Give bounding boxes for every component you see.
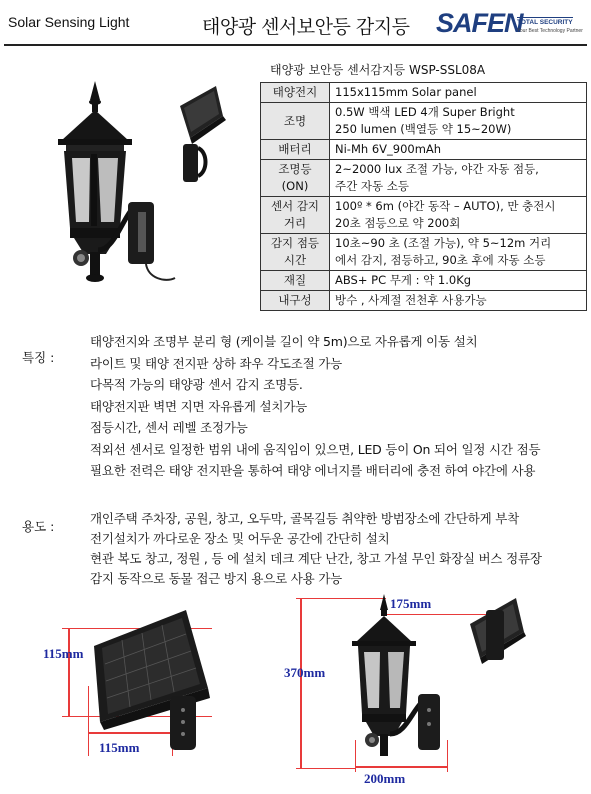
header-product-name: Solar Sensing Light <box>8 14 130 30</box>
spec-value-text: 0.5W 백색 LED 4개 Super Bright <box>335 105 515 119</box>
page-title: 태양광 센서보안등 감지등 <box>202 16 410 38</box>
spec-value <box>330 83 587 103</box>
lamp-height-label: 370mm <box>284 665 326 680</box>
spec-row <box>261 291 587 311</box>
features-line: 필요한 전력은 태양 전지판을 통하여 태양 에너지를 배터리에 충전 하여 야간에 사용 <box>90 463 536 478</box>
solar-panel-photo <box>86 606 226 756</box>
spec-value-text: 250 lumen (백열등 약 15~20W) <box>335 122 512 136</box>
spec-key-text: 조명등 <box>278 162 312 176</box>
spec-value-text: 2~2000 lux 조절 가능, 야간 자동 점등, <box>335 162 539 176</box>
spec-value-text: 방수 , 사계절 전천후 사용가능 <box>335 293 487 307</box>
spec-value-text: 100º * 6m (야간 동작 – AUTO), 만 충전시 <box>335 199 556 213</box>
spec-value <box>330 197 587 234</box>
brand-tagline: TOTAL SECURITY <box>517 19 573 26</box>
spec-value-text: 20초 점등으로 약 200회 <box>335 216 461 230</box>
spec-value <box>330 140 587 160</box>
spec-row <box>261 271 587 291</box>
brand-subtagline: Your Best Technology Partner <box>517 28 583 34</box>
spec-key <box>261 234 330 271</box>
spec-key <box>261 160 330 197</box>
features-label: 특징 : <box>22 350 55 365</box>
spec-key-text: 배터리 <box>278 142 312 156</box>
spec-key <box>261 271 330 291</box>
spec-key-text: 시간 <box>283 253 307 267</box>
spec-key <box>261 197 330 234</box>
spec-key-text: (ON) <box>281 179 309 193</box>
spec-row <box>261 160 587 197</box>
lamp-bottom-guide <box>296 768 356 769</box>
spec-key <box>261 103 330 140</box>
spec-value-text: 115x115mm Solar panel <box>335 85 477 99</box>
spec-row <box>261 103 587 140</box>
usage-line: 감지 동작으로 동물 접근 방지 용으로 사용 가능 <box>90 571 343 586</box>
spec-table-body <box>261 83 587 311</box>
spec-value-text: 주간 자동 소등 <box>335 179 409 193</box>
brand-name: SAFEN <box>436 8 523 38</box>
panel-height-label: 115mm <box>43 646 84 661</box>
lamp-dimension-photo <box>340 590 560 768</box>
spec-key-text: 거리 <box>283 216 307 230</box>
usage-line: 현관 복도 창고, 정원 , 등 에 설치 데크 계단 난간, 창고 가설 무인 화장실 버스 정류장 <box>90 551 542 566</box>
features-line: 적외선 센서로 일정한 범위 내에 움직임이 있으면, LED 등이 On 되어 일정 시간 점등 <box>90 441 541 457</box>
spec-value <box>330 271 587 291</box>
features-line: 태양전지판 벽면 지면 자유롭게 설치가능 <box>90 398 307 414</box>
spec-row <box>261 234 587 271</box>
brand-logo <box>436 6 586 42</box>
lamp-height-guide <box>300 598 302 768</box>
spec-row <box>261 140 587 160</box>
spec-row <box>261 197 587 234</box>
spec-key-text: 조명 <box>283 113 307 128</box>
spec-row <box>261 83 587 103</box>
spec-key <box>261 291 330 311</box>
spec-table <box>260 82 587 311</box>
spec-value <box>330 103 587 140</box>
usage-line: 전기설치가 까다로운 장소 및 어두운 공간에 간단히 설치 <box>90 531 390 546</box>
lamp-width-label: 200mm <box>364 771 406 786</box>
usage-label: 용도 : <box>22 519 55 534</box>
spec-key-text: 감지 점등 <box>270 236 320 250</box>
features-line: 라이트 및 태양 전지판 상하 좌우 각도조절 가능 <box>90 355 343 371</box>
panel-width-label: 115mm <box>99 740 140 755</box>
spec-value-text: 10초~90 초 (조절 가능), 약 5~12m 거리 <box>335 236 552 250</box>
lamp-and-panel-photo <box>40 78 250 288</box>
spec-key-text: 재질 <box>283 273 307 287</box>
spec-key-text: 내구성 <box>278 293 312 307</box>
spec-key-text: 센서 감지 <box>270 199 320 213</box>
spec-value-text: Ni-Mh 6V_900mAh <box>335 142 442 156</box>
lamp-panel-width-label: 175mm <box>390 596 432 611</box>
usage-line: 개인주택 주차장, 공원, 창고, 오두막, 골목길등 취약한 방범장소에 간단하게 부착 <box>90 511 520 526</box>
spec-value <box>330 291 587 311</box>
spec-key <box>261 140 330 160</box>
features-line: 점등시간, 센서 레벨 조정가능 <box>90 420 248 435</box>
spec-key <box>261 83 330 103</box>
spec-value <box>330 234 587 271</box>
spec-title: 태양광 보안등 센서감지등 WSP-SSL08A <box>270 63 486 77</box>
spec-value-text: ABS+ PC 무게 : 약 1.0Kg <box>335 273 472 287</box>
panel-height-guide <box>68 628 70 716</box>
header-divider <box>4 44 587 46</box>
features-line: 태양전지와 조명부 분리 형 (케이블 길이 약 5m)으로 자유롭게 이동 설치 <box>90 334 478 349</box>
spec-value-text: 에서 감지, 점등하고, 90초 후에 자동 소등 <box>335 253 546 267</box>
spec-key-text: 태양전지 <box>272 85 318 99</box>
features-line: 다목적 가능의 태양광 센서 감지 조명등. <box>90 377 303 392</box>
spec-value <box>330 160 587 197</box>
